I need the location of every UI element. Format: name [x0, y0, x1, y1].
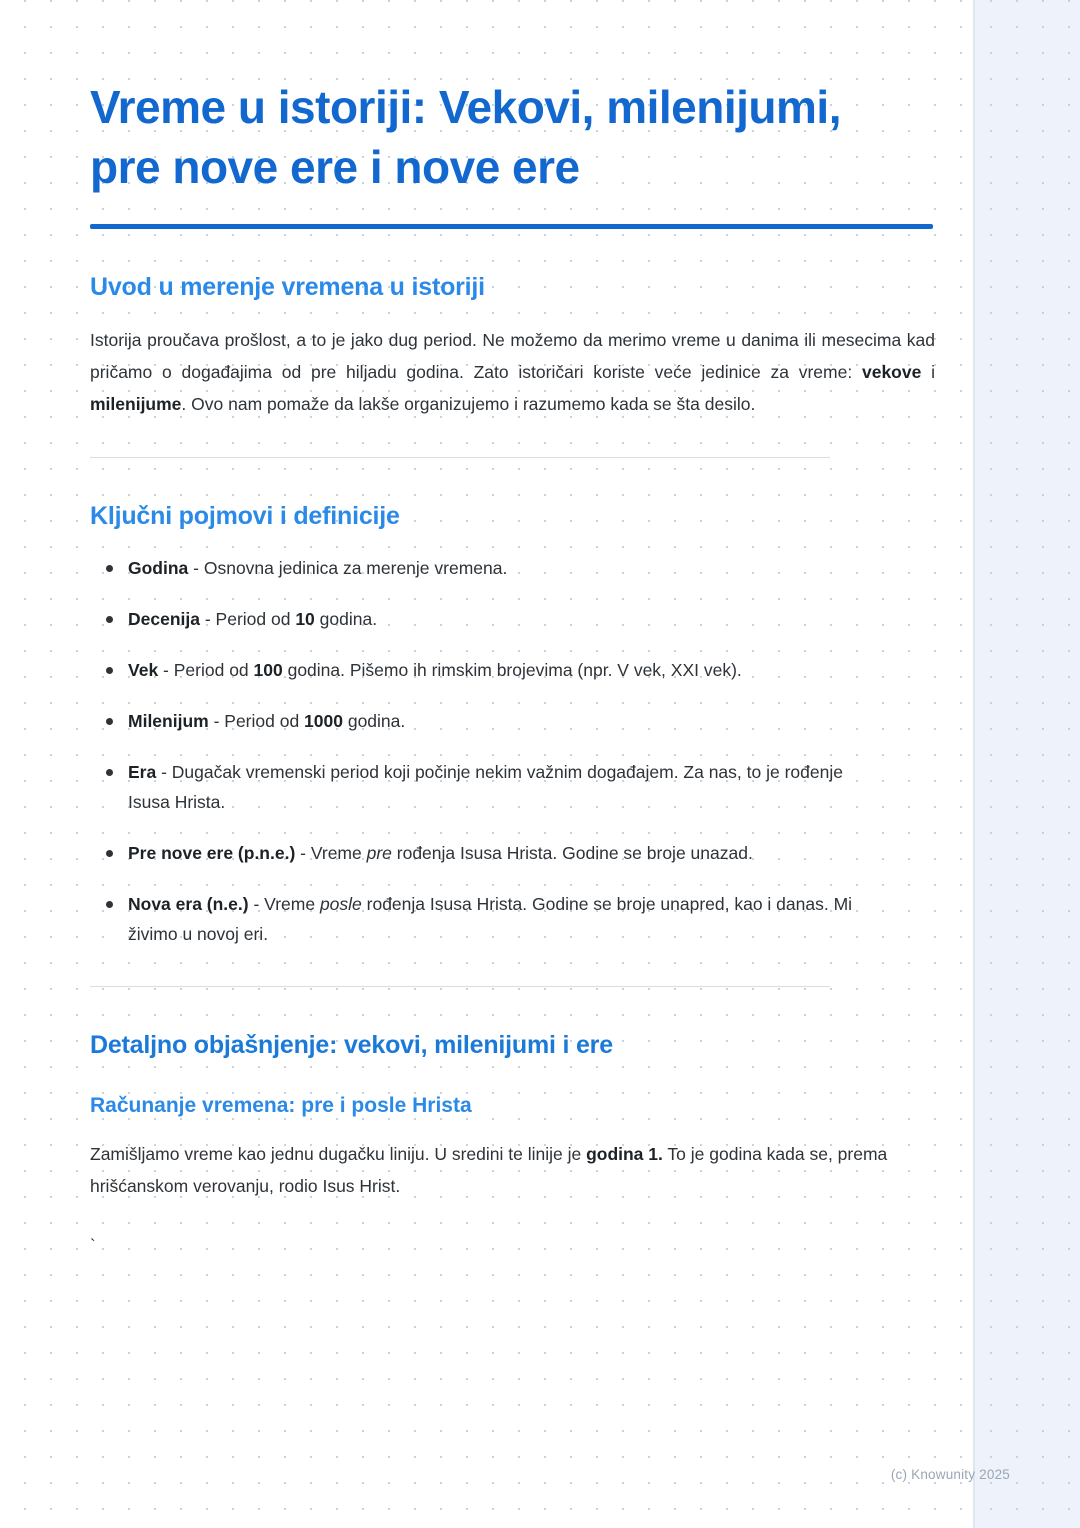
text-run: i: [921, 361, 936, 382]
term-label: Era: [128, 762, 157, 783]
footer-copyright: (c) Knowunity 2025: [890, 1467, 1010, 1482]
term-text: Period od: [224, 711, 305, 731]
term-emphasis: pre: [366, 843, 392, 864]
term-dash: -: [208, 711, 225, 731]
term-label: Godina: [128, 557, 189, 578]
term-label: Nova era (n.e.): [128, 894, 249, 915]
section-heading-uvod: Uvod u merenje vremena u istoriji: [90, 272, 485, 301]
text-run: Zamišljamo vreme kao jednu dugačku liniju. U sredini te linije je: [90, 1143, 587, 1164]
term-label: Pre nove ere (p.n.e.): [128, 843, 296, 864]
term-text: Osnovna jedinica za merenje vremena.: [203, 557, 508, 578]
text-run-bold: vekove: [861, 361, 922, 382]
list-item: [90, 655, 868, 685]
list-item: [90, 553, 868, 583]
term-emphasis: 1000: [304, 711, 343, 731]
right-margin-band: [973, 0, 1080, 1528]
section-heading-detaljno: Detaljno objašnjenje: vekovi, milenijumi i ere: [90, 1030, 613, 1059]
section-divider: [90, 457, 830, 458]
text-run: . Ovo nam pomaže da lakše organizujemo i razumemo kada se šta desilo.: [181, 394, 756, 415]
section-divider: [90, 986, 830, 987]
term-dash: -: [199, 608, 216, 629]
section-heading-pojmovi: Ključni pojmovi i definicije: [90, 501, 400, 530]
term-emphasis: 100: [253, 659, 283, 680]
page-title: Vreme u istoriji: Vekovi, milenijumi, pre nove ere i nove ere: [90, 81, 841, 193]
list-item: [90, 706, 868, 736]
list-item: [90, 889, 868, 949]
term-emphasis: posle: [319, 894, 362, 915]
term-dash: -: [156, 762, 172, 783]
term-label: Decenija: [128, 608, 200, 629]
list-item: [90, 604, 868, 634]
term-label: Vek: [128, 659, 159, 680]
paragraph-racunanje: [90, 1138, 935, 1203]
term-text: Dugačak vremenski period koji počinje nekim važnim događajem. Za nas, to je rođenje Isusa Hrista.: [128, 762, 843, 813]
text-run: Istorija proučava prošlost, a to je jako dug period. Ne možemo da merimo vreme u danima ili mesecima kad pričamo o događajima od pre hiljadu godina. Zato istoričari koriste veće jedinice za vreme:: [90, 329, 935, 382]
subsection-heading-racunanje: Računanje vremena: pre i posle Hrista: [90, 1093, 472, 1117]
term-dash: -: [248, 894, 265, 915]
text-run: To je godina kada se, prema hrišćanskom verovanju, rodio Isus Hrist.: [90, 1143, 888, 1196]
list-item: [90, 838, 868, 868]
term-text: Period od: [173, 659, 254, 680]
term-text: Period od: [215, 608, 296, 629]
term-text: Vreme: [310, 843, 367, 864]
title-underline: [90, 224, 933, 229]
term-text: godina.: [342, 711, 406, 731]
term-text: rođenja Isusa Hrista. Godine se broje unapred, kao i danas. Mi živimo u novoj eri.: [128, 894, 853, 945]
list-item: [90, 757, 868, 817]
paragraph-uvod: [90, 324, 935, 421]
term-label: Milenijum: [128, 711, 209, 731]
trailing-backtick: `: [90, 1236, 96, 1256]
term-text: rođenja Isusa Hrista. Godine se broje unazad.: [391, 843, 753, 864]
text-run-bold: milenijume: [90, 394, 182, 415]
term-dash: -: [158, 659, 174, 680]
term-dash: -: [188, 557, 204, 578]
term-dash: -: [295, 843, 311, 864]
term-emphasis: 10: [295, 608, 315, 629]
definition-list: [90, 553, 935, 950]
term-text: godina. Pišemo ih rimskim brojevima (npr. V vek, XXI vek).: [282, 659, 742, 680]
term-text: Vreme: [264, 894, 320, 915]
term-text: godina.: [314, 608, 378, 629]
document-content: [90, 78, 935, 1256]
text-run-bold: godina 1.: [586, 1143, 663, 1164]
